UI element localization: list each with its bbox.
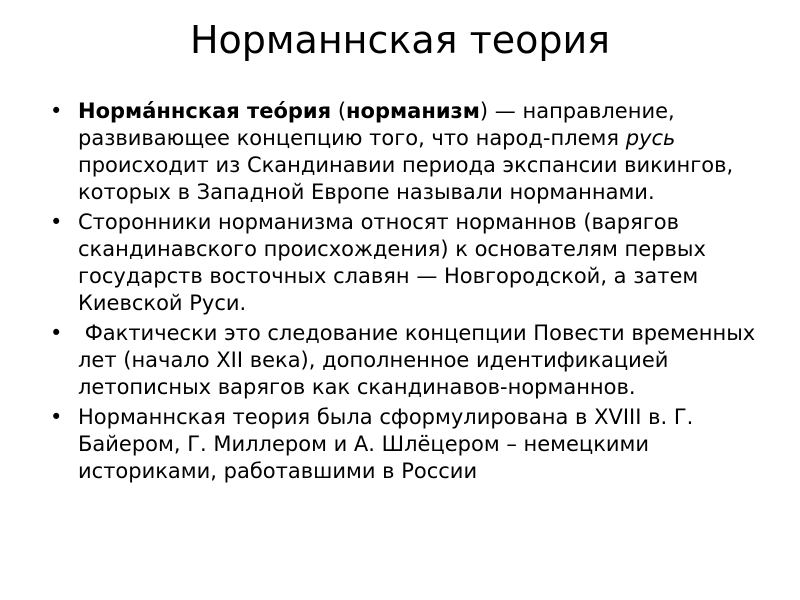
alt-term-bold: норманизм: [346, 99, 480, 123]
bullet-text: Сторонники норманизма относят норманнов (варягов скандинавского происхождения) к основателям первых государств восточных славян — Новгородской, а затем Киевской Руси.: [78, 210, 706, 315]
definition-text-a: ) — направление, развивающее концепцию того, что народ-племя: [78, 99, 675, 150]
bullet-item: [48, 320, 760, 401]
italic-term: русь: [625, 126, 676, 150]
bullet-marker: •: [50, 99, 63, 123]
slide-title: Норманнская теория: [189, 18, 611, 62]
bullet-item: [48, 209, 760, 317]
definition-text-b: происходит из Скандинавии периода экспансии викингов, которых в Западной Европе называли норманнами.: [78, 153, 734, 204]
term-bold: Норма́ннская тео́рия: [78, 99, 332, 123]
bullet-marker: •: [50, 321, 63, 345]
bullet-item: [48, 98, 760, 206]
bullet-item: [48, 404, 760, 485]
paren-open: (: [331, 99, 347, 123]
bullet-text: Норманнская теория была сформулирована в XVIII в. Г. Байером, Г. Миллером и А. Шлёцером – немецкими историками, работавшими в России: [78, 405, 694, 483]
bullet-marker: •: [50, 210, 63, 234]
bullet-marker: •: [50, 405, 63, 429]
bullet-list: [48, 98, 760, 488]
bullet-text: Фактически это следование концепции Повести временных лет (начало XII века), дополненное идентификацией летописных варягов как скандинавов-норманнов.: [78, 321, 762, 399]
